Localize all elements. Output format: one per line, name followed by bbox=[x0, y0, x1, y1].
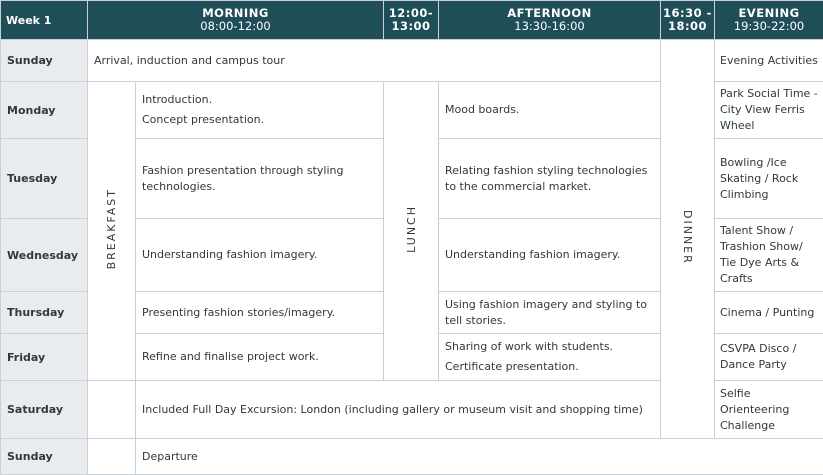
evening-time: 19:30-22:00 bbox=[715, 20, 823, 33]
evening-activity: Talent Show / Trashion Show/ Tie Dye Arts & Crafts bbox=[715, 219, 823, 292]
day-label: Wednesday bbox=[1, 219, 88, 292]
evening-title: EVENING bbox=[715, 7, 823, 20]
evening-activity: Cinema / Punting bbox=[715, 292, 823, 334]
table-row bbox=[1, 40, 823, 82]
breakfast-spacer bbox=[88, 439, 136, 475]
full-day-activity bbox=[136, 381, 661, 439]
evening-activity: Bowling /Ice Skating / Rock Climbing bbox=[715, 139, 823, 219]
morning-activity-line: Concept presentation. bbox=[142, 112, 377, 128]
lunch-time-start: 12:00- bbox=[384, 7, 438, 20]
morning-header bbox=[88, 1, 384, 40]
table-row bbox=[1, 439, 823, 475]
morning-activity-line: Refine and finalise project work. bbox=[142, 349, 377, 365]
breakfast-label: BREAKFAST bbox=[105, 188, 118, 269]
activity-text: Arrival, induction and campus tour bbox=[94, 53, 654, 69]
day-label: Tuesday bbox=[1, 139, 88, 219]
lunch-label: LUNCH bbox=[405, 205, 418, 253]
evening-activity: Selfie Orienteering Challenge bbox=[715, 381, 823, 439]
activity-text: Included Full Day Excursion: London (including gallery or museum visit and shopping time) bbox=[142, 402, 654, 418]
evening-header bbox=[715, 1, 823, 40]
morning-title: MORNING bbox=[88, 7, 383, 20]
afternoon-activity bbox=[439, 139, 661, 219]
breakfast-column bbox=[88, 82, 136, 381]
evening-activity: Evening Activities bbox=[715, 40, 823, 82]
full-day-activity bbox=[136, 439, 823, 475]
lunch-column bbox=[384, 82, 439, 381]
week-label: Week 1 bbox=[1, 1, 88, 40]
full-day-activity bbox=[88, 40, 661, 82]
activity-text: Departure bbox=[142, 449, 817, 465]
afternoon-activity bbox=[439, 82, 661, 139]
morning-activity-line: Presenting fashion stories/imagery. bbox=[142, 305, 377, 321]
afternoon-activity-line: Sharing of work with students. bbox=[445, 339, 654, 355]
day-label: Friday bbox=[1, 334, 88, 381]
day-label: Saturday bbox=[1, 381, 88, 439]
day-label: Sunday bbox=[1, 40, 88, 82]
day-label: Thursday bbox=[1, 292, 88, 334]
morning-activity-line: Introduction. bbox=[142, 92, 377, 108]
morning-activity-line: Understanding fashion imagery. bbox=[142, 247, 377, 263]
header-row bbox=[1, 1, 823, 40]
afternoon-activity bbox=[439, 219, 661, 292]
breakfast-spacer bbox=[88, 381, 136, 439]
morning-activity-line: Fashion presentation through styling technologies. bbox=[142, 163, 377, 195]
afternoon-activity bbox=[439, 292, 661, 334]
afternoon-activity-line: Understanding fashion imagery. bbox=[445, 247, 654, 263]
day-label: Sunday bbox=[1, 439, 88, 475]
afternoon-activity bbox=[439, 334, 661, 381]
lunch-time-end: 13:00 bbox=[384, 20, 438, 33]
dinner-time-end: 18:00 bbox=[661, 20, 714, 33]
afternoon-activity-line: Mood boards. bbox=[445, 102, 654, 118]
afternoon-time: 13:30-16:00 bbox=[439, 20, 660, 33]
day-label: Monday bbox=[1, 82, 88, 139]
afternoon-title: AFTERNOON bbox=[439, 7, 660, 20]
morning-activity bbox=[136, 334, 384, 381]
dinner-header bbox=[661, 1, 715, 40]
afternoon-activity-line: Certificate presentation. bbox=[445, 359, 654, 375]
afternoon-header bbox=[439, 1, 661, 40]
evening-activity: Park Social Time - City View Ferris Wheel bbox=[715, 82, 823, 139]
morning-activity bbox=[136, 139, 384, 219]
morning-activity bbox=[136, 219, 384, 292]
dinner-column bbox=[661, 40, 715, 439]
evening-activity: CSVPA Disco / Dance Party bbox=[715, 334, 823, 381]
dinner-label: DINNER bbox=[681, 210, 694, 265]
afternoon-activity-line: Relating fashion styling technologies to the commercial market. bbox=[445, 163, 654, 195]
morning-activity bbox=[136, 82, 384, 139]
lunch-header bbox=[384, 1, 439, 40]
morning-time: 08:00-12:00 bbox=[88, 20, 383, 33]
morning-activity bbox=[136, 292, 384, 334]
dinner-time-start: 16:30 - bbox=[661, 7, 714, 20]
afternoon-activity-line: Using fashion imagery and styling to tell stories. bbox=[445, 297, 654, 329]
